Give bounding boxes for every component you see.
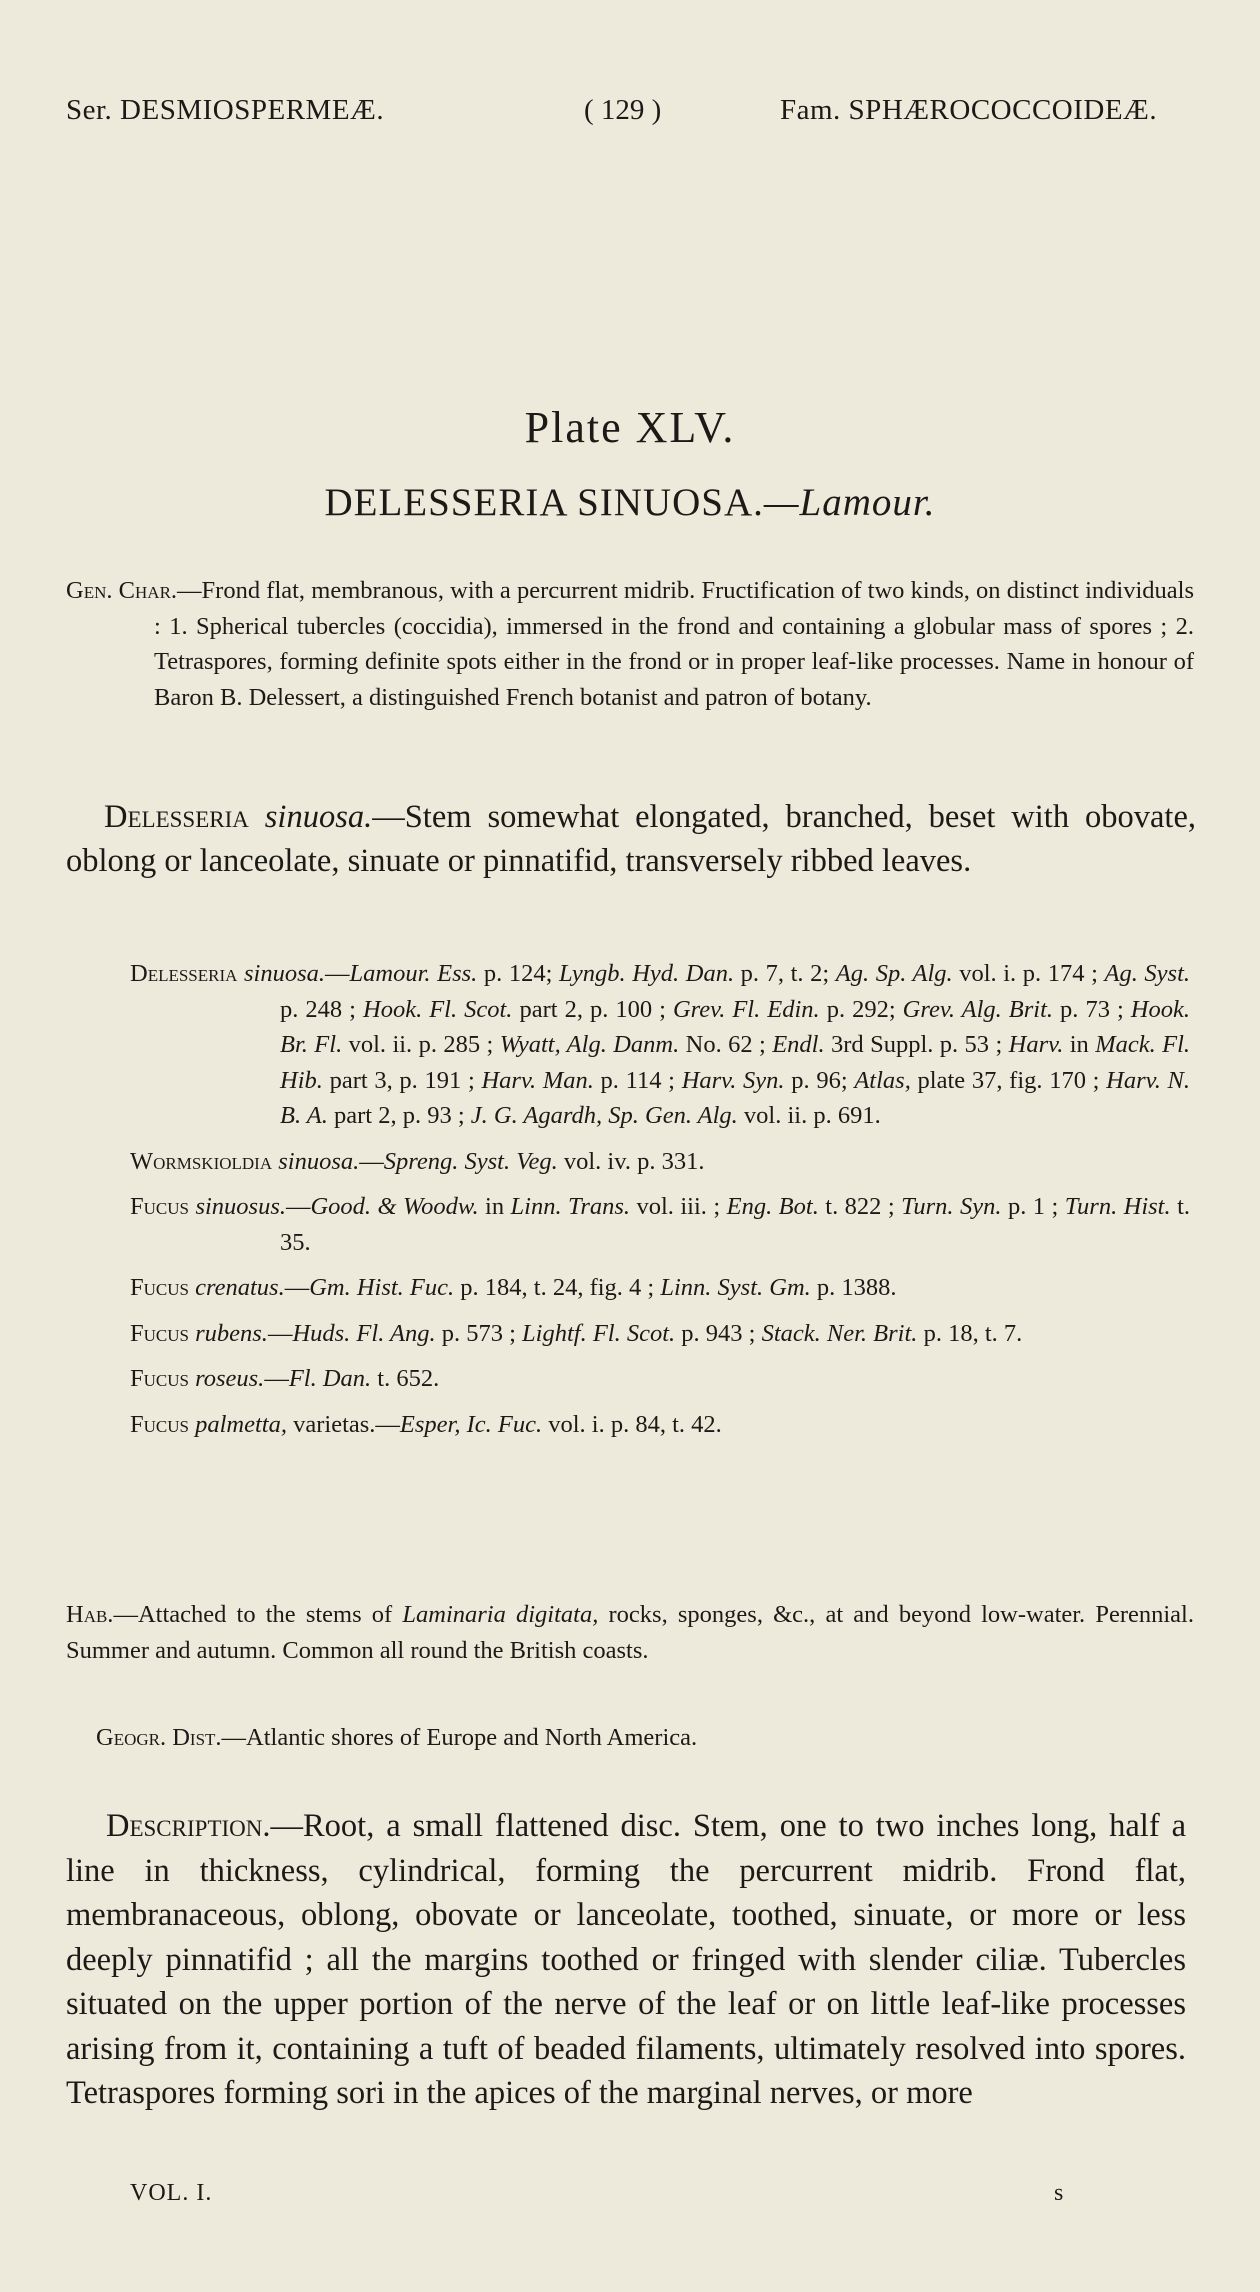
description-label: Description. (106, 1808, 271, 1844)
species-diagnosis: —Stem somewhat elongated, branched, beset with obovate, oblong or lanceolate, sinuate or pinnatifid, transversely ribbed leaves. (66, 799, 1196, 879)
synonymy-entry (130, 1144, 1190, 1180)
synonym-references: —Good. & Woodw. in Linn. Trans. vol. iii. ; Eng. Bot. t. 822 ; Turn. Syn. p. 1 ; Turn. Hist. t. 35. (280, 1193, 1191, 1256)
synonym-references: —Spreng. Syst. Veg. vol. iv. p. 331. (359, 1147, 705, 1175)
synonym-epithet: sinuosus. (195, 1193, 286, 1220)
species-description (66, 795, 1196, 883)
plate-title: Plate XLV. (524, 403, 736, 452)
running-head-series: Ser. DESMIOSPERMEÆ. (66, 94, 385, 126)
synonym-genus: Wormskioldia (130, 1147, 273, 1175)
synonym-genus: Fucus (130, 1365, 189, 1392)
habitat-text: —Attached to the stems of Laminaria digitata, rocks, sponges, &c., at and beyond low-water. Perennial. Summer and autumn. Common all round the British coasts. (66, 1601, 1194, 1664)
synonymy-entry (130, 1189, 1190, 1260)
synonym-references: varietas.—Esper, Ic. Fuc. vol. i. p. 84, t. 42. (286, 1410, 722, 1438)
habitat-label: Hab. (66, 1601, 114, 1628)
gathering-signature: s (1054, 2180, 1064, 2206)
description (66, 1804, 1186, 2116)
synonym-genus: Fucus (130, 1319, 189, 1347)
synonym-genus: Fucus (130, 1410, 189, 1438)
synonym-references: —Fl. Dan. t. 652. (264, 1365, 440, 1392)
synonym-genus: Delesseria (130, 960, 238, 987)
generic-character (66, 573, 1194, 715)
species-author: —Lamour. (763, 481, 936, 524)
geogr-label: Geogr. Dist. (96, 1724, 222, 1751)
synonym-epithet: sinuosa. (244, 960, 326, 987)
synonymy-list (130, 956, 1190, 1442)
geogr-text: —Atlantic shores of Europe and North America. (221, 1724, 698, 1751)
species-name: DELESSERIA SINUOSA. (324, 481, 764, 524)
synonymy-entry (130, 1407, 1190, 1443)
synonym-epithet: crenatus. (195, 1274, 285, 1301)
synonymy-entry (130, 956, 1190, 1134)
synonym-epithet: sinuosa. (278, 1147, 360, 1175)
page-number: ( 129 ) (584, 94, 662, 126)
synonymy-entry (130, 1270, 1190, 1306)
synonym-references: —Huds. Fl. Ang. p. 573 ; Lightf. Fl. Scot. p. 943 ; Stack. Ner. Brit. p. 18, t. 7. (267, 1319, 1023, 1347)
synonym-genus: Fucus (130, 1193, 189, 1220)
gen-char-label: Gen. Char. (66, 577, 178, 604)
species-genus: Delesseria (104, 799, 249, 835)
synonym-epithet: roseus. (195, 1365, 265, 1392)
geographic-distribution (96, 1724, 697, 1752)
synonym-epithet: palmetta, (195, 1410, 287, 1438)
synonym-references: —Gm. Hist. Fuc. p. 184, t. 24, fig. 4 ; Linn. Syst. Gm. p. 1388. (284, 1274, 897, 1301)
habitat (66, 1597, 1194, 1668)
running-head-family: Fam. SPHÆROCOCCOIDEÆ. (780, 94, 1158, 126)
synonymy-entry (130, 1316, 1190, 1352)
synonym-epithet: rubens. (195, 1319, 268, 1347)
species-heading (0, 480, 1260, 525)
synonymy-entry (130, 1361, 1190, 1397)
synonym-genus: Fucus (130, 1274, 189, 1301)
synonym-references: —Lamour. Ess. p. 124; Lyngb. Hyd. Dan. p. 7, t. 2; Ag. Sp. Alg. vol. i. p. 174 ; Ag. Syst. p. 248 ; Hook. Fl. Scot. part 2, p. 100 ; Grev. Fl. Edin. p. 292; Grev. Alg. Brit. p. 73 ; Hook. Br. Fl. vol. ii. p. 285 ; Wyatt, Alg. Danm. No. 62 ; Endl. 3rd Suppl. p. 53 ; Harv. in Mack. Fl. Hib. part 3, p. 191 ; Harv. Man. p. 114 ; Harv. Syn. p. 96; Atlas, plate 37, fig. 170 ; Harv. N. B. A. part 2, p. 93 ; J. G. Agardh, Sp. Gen. Alg. vol. ii. p. 691. (280, 960, 1191, 1129)
gen-char-text: —Frond flat, membranous, with a percurrent midrib. Fructification of two kinds, on distinct individuals : 1. Spherical tubercles (coccidia), immersed in the frond and containing a globular mass of spores ; 2. Tetraspores, forming definite spots either in the frond or in proper leaf-like processes. Name in honour of Baron B. Delessert, a distinguished French botanist and patron of botany. (154, 577, 1194, 711)
species-epithet: sinuosa. (264, 799, 373, 835)
description-text: —Root, a small flattened disc. Stem, one to two inches long, half a line in thickness, cylindrical, forming the percurrent midrib. Frond flat, membranaceous, oblong, obovate or lanceolate, toothed, sinuate, or more or less deeply pinnatifid ; all the margins toothed or fringed with slender ciliæ. Tubercles situated on the upper portion of the nerve of the leaf or on little leaf-like processes arising from it, containing a tuft of beaded filaments, ultimately resolved into spores. Tetraspores forming sori in the apices of the marginal nerves, or more (66, 1808, 1186, 2111)
volume-signature: VOL. I. (130, 2180, 213, 2206)
